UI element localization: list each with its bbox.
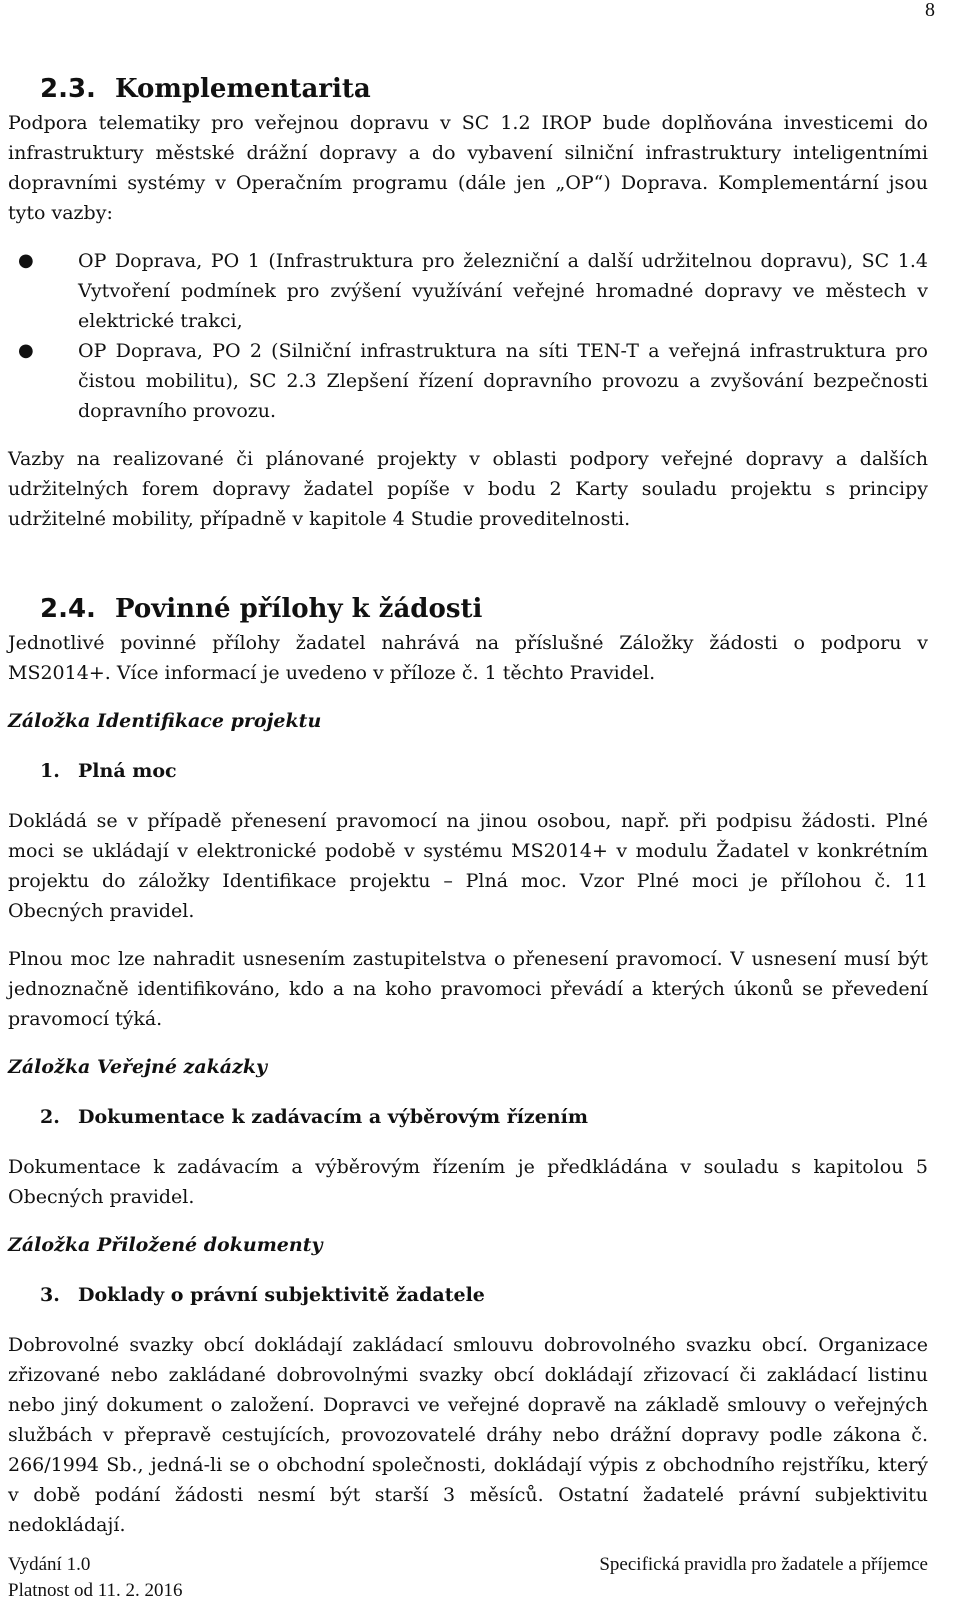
- list-item: [8, 246, 928, 336]
- section-title: Povinné přílohy k žádosti: [115, 594, 483, 624]
- list-item: [8, 336, 928, 426]
- footer-document-title: Specifická pravidla pro žadatele a příjemce: [599, 1554, 928, 1575]
- list-item-text: OP Doprava, PO 2 (Silniční infrastruktura na síti TEN-T a veřejná infrastruktura pro čistou mobilitu), SC 2.3 Zlepšení řízení dopravního provozu a zvyšování bezpečnosti dopravního provozu.: [78, 340, 928, 422]
- attachment-title: Doklady o právní subjektivitě žadatele: [78, 1284, 485, 1306]
- attachment-heading-pravni-subjektivita: [40, 1280, 928, 1310]
- section-heading-2-3: [40, 70, 928, 108]
- tab-heading-identifikace: Záložka Identifikace projektu: [8, 710, 322, 732]
- section-number: 2.3.: [40, 74, 96, 104]
- footer-edition: Vydání 1.0: [8, 1554, 91, 1575]
- attachment-number: 2.: [40, 1106, 60, 1128]
- page-footer: [8, 1552, 928, 1604]
- section-2-3-intro: Podpora telematiky pro veřejnou dopravu v SC 1.2 IROP bude doplňována investicemi do infrastruktury městské drážní dopravy a do vybavení silniční infrastruktury inteligentními dopravními systémy v Operačním programu (dále jen „OP“) Doprava. Komplementární jsou tyto vazby:: [8, 112, 928, 224]
- attachment-title: Plná moc: [78, 760, 177, 782]
- footer-row: [8, 1552, 928, 1578]
- paragraph: Dokumentace k zadávacím a výběrovým řízením je předkládána v souladu s kapitolou 5 Obecných pravidel.: [8, 1156, 928, 1208]
- footer-valid-from: Platnost od 11. 2. 2016: [8, 1580, 183, 1601]
- bullet-icon: ●: [18, 340, 34, 361]
- tab-heading-verejne-zakazky: Záložka Veřejné zakázky: [8, 1056, 268, 1078]
- attachment-number: 1.: [40, 760, 60, 782]
- page-number: 8: [925, 0, 935, 21]
- attachment-heading-plna-moc: [40, 756, 928, 786]
- page-content: [8, 70, 928, 1540]
- list-item-text: OP Doprava, PO 1 (Infrastruktura pro železniční a další udržitelnou dopravu), SC 1.4 Vytvoření podmínek pro zvýšení využívání veřejné hromadné dopravy ve městech v elektrické trakci,: [78, 250, 928, 332]
- attachment-number: 3.: [40, 1284, 60, 1306]
- section-2-3-outro: Vazby na realizované či plánované projekty v oblasti podpory veřejné dopravy a dalších udržitelných forem dopravy žadatel popíše v bodu 2 Karty souladu projektu s principy udržitelné mobility, případně v kapitole 4 Studie proveditelnosti.: [8, 448, 928, 530]
- section-2-4-intro: Jednotlivé povinné přílohy žadatel nahrává na příslušné Záložky žádosti o podporu v MS2014+. Více informací je uvedeno v příloze č. 1 těchto Pravidel.: [8, 632, 928, 684]
- section-spacer: [8, 534, 928, 590]
- paragraph: Dokládá se v případě přenesení pravomocí na jinou osobou, např. při podpisu žádosti. Plné moci se ukládají v elektronické podobě v systému MS2014+ v modulu Žadatel v konkrétním projektu do záložky Identifikace projektu – Plná moc. Vzor Plné moci je přílohou č. 11 Obecných pravidel.: [8, 810, 928, 922]
- section-heading-2-4: [40, 590, 928, 628]
- tab-heading-prilozene-dokumenty: Záložka Přiložené dokumenty: [8, 1234, 323, 1256]
- paragraph: Dobrovolné svazky obcí dokládají zakládací smlouvu dobrovolného svazku obcí. Organizace zřizované nebo zakládané dobrovolnými svazky obcí dokládají zřizovací či zakládací listinu nebo jiný dokument o založení. Dopravci ve veřejné dopravě na základě smlouvy o veřejných službách v přepravě cestujících, provozovatelé dráhy nebo drážní dopravy podle zákona č. 266/1994 Sb., jedná-li se o obchodní společnosti, dokládají výpis z obchodního rejstříku, který v době podání žádosti nesmí být starší 3 měsíců. Ostatní žadatelé právní subjektivitu nedokládají.: [8, 1334, 928, 1536]
- complementarity-list: [8, 246, 928, 426]
- section-number: 2.4.: [40, 594, 96, 624]
- attachment-heading-dokumentace: [40, 1102, 928, 1132]
- attachment-title: Dokumentace k zadávacím a výběrovým řízením: [78, 1106, 588, 1128]
- paragraph: Plnou moc lze nahradit usnesením zastupitelstva o přenesení pravomocí. V usnesení musí být jednoznačně identifikováno, kdo a na koho pravomoci převádí a kterých úkonů se převedení pravomocí týká.: [8, 948, 928, 1030]
- bullet-icon: ●: [18, 250, 34, 271]
- section-title: Komplementarita: [115, 74, 371, 104]
